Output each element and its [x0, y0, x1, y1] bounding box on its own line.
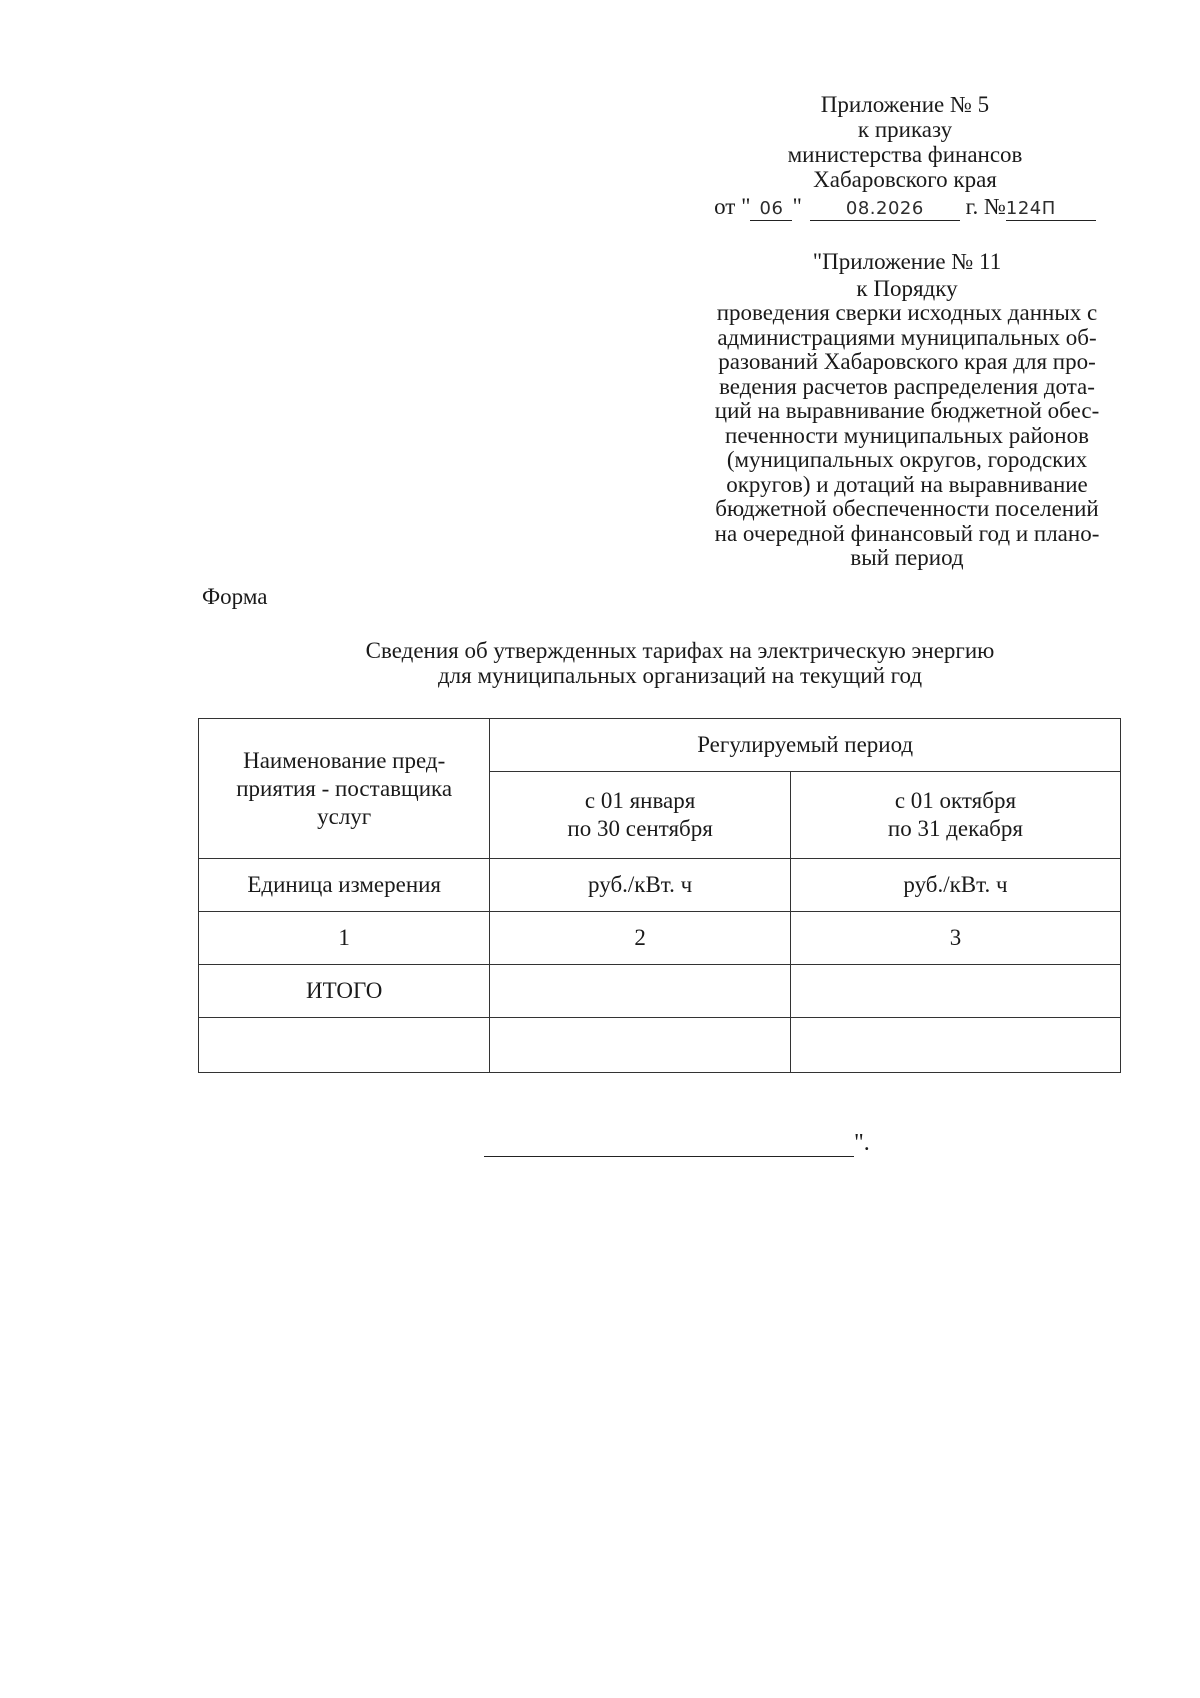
order-day-handwritten: 06	[750, 198, 792, 221]
tariff-table	[198, 718, 1121, 1073]
heading-line-1: Сведения об утвержденных тарифах на электрическую энергию	[365, 638, 995, 663]
appendix-block	[662, 250, 1152, 571]
period2-from: с 01 октября	[894, 788, 1017, 813]
appendix-line: ведения расчетов распределения дота-	[719, 373, 1095, 399]
empty-cell	[199, 1018, 490, 1073]
order-quote-close: "	[792, 194, 802, 219]
table-row	[199, 1018, 1121, 1073]
appendix-title: "Приложение № 11	[812, 249, 1002, 274]
appendix-line: разований Хабаровского края для про-	[718, 349, 1096, 374]
closing-rule	[484, 1134, 854, 1157]
unit2-cell: руб./кВт. ч	[790, 859, 1120, 912]
appendix-line: вый период	[850, 545, 964, 570]
total-label-cell: ИТОГО	[199, 965, 490, 1018]
period1-to: по 30 сентября	[567, 816, 713, 841]
empty-cell	[490, 1018, 791, 1073]
period1-from: с 01 января	[584, 788, 696, 813]
appendix-line: (муниципальных округов, городских	[726, 447, 1088, 472]
appendix-subtitle: к Порядку	[856, 275, 958, 301]
unit1-cell: руб./кВт. ч	[490, 859, 791, 912]
period2-to: по 31 декабря	[887, 816, 1023, 841]
approval-to-order: к приказу	[857, 117, 953, 142]
column-number-cell: 2	[490, 912, 791, 965]
approval-order-line	[680, 194, 1130, 221]
approval-ministry: министерства финансов	[787, 142, 1023, 167]
supplier-header-cell	[199, 719, 490, 859]
total-value-cell	[490, 965, 791, 1018]
appendix-line: на очередной финансовый год и плано-	[714, 520, 1100, 546]
column-number-cell: 3	[790, 912, 1120, 965]
unit-label-cell: Единица измерения	[199, 859, 490, 912]
closing-line	[484, 1130, 870, 1157]
appendix-line: администрациями муниципальных об-	[717, 324, 1097, 350]
period2-header-cell	[790, 772, 1120, 859]
supplier-header-line: приятия - поставщика	[236, 775, 453, 801]
approval-block	[680, 92, 1130, 221]
closing-quote: ".	[854, 1130, 870, 1156]
appendix-line: округов) и дотаций на выравнивание	[726, 471, 1088, 497]
heading-line-2: для муниципальных организаций на текущий год	[437, 663, 923, 688]
approval-region: Хабаровского края	[813, 167, 997, 192]
approval-appendix-number: Приложение № 5	[820, 92, 990, 117]
order-number-handwritten: 124П	[1006, 198, 1096, 221]
period-header-cell: Регулируемый период	[490, 719, 1121, 772]
appendix-line: бюджетной обеспеченности поселений	[715, 496, 1099, 521]
table-row	[199, 912, 1121, 965]
appendix-line: проведения сверки исходных данных с	[716, 300, 1098, 325]
table-row	[199, 859, 1121, 912]
appendix-line: печенности муниципальных районов	[725, 422, 1089, 448]
supplier-header-line: Наименование пред-	[243, 747, 446, 773]
order-year-suffix: г. №	[965, 194, 1006, 219]
order-prefix: от "	[714, 194, 751, 219]
document-heading	[200, 638, 1160, 688]
empty-cell	[790, 1018, 1120, 1073]
table-row	[199, 965, 1121, 1018]
supplier-header-line: услуг	[317, 803, 372, 829]
order-date-handwritten: 08.2026	[810, 198, 960, 221]
form-label: Форма	[202, 584, 268, 609]
table-header-row	[199, 719, 1121, 772]
column-number-cell: 1	[199, 912, 490, 965]
total-value-cell	[790, 965, 1120, 1018]
period1-header-cell	[490, 772, 791, 859]
appendix-line: ций на выравнивание бюджетной обес-	[714, 398, 1100, 423]
